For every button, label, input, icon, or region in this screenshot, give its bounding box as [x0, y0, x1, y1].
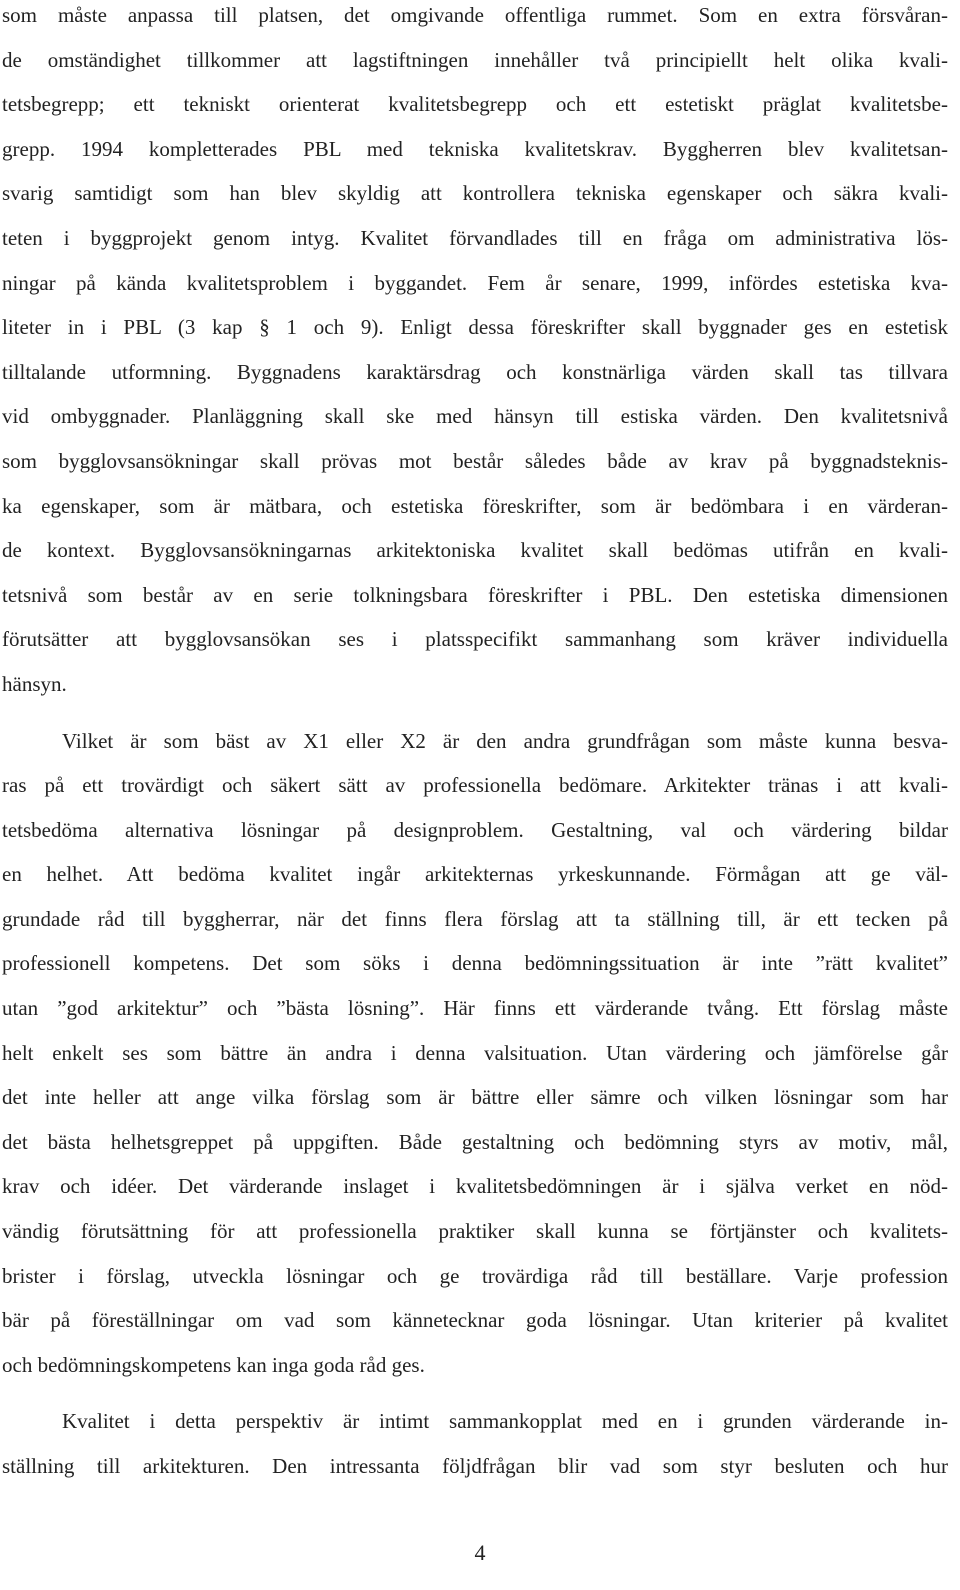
text-line: ras på ett trovärdigt och säkert sätt av professionella bedömare. Arkitekter tränas i att kvali- — [2, 773, 948, 798]
text-line: tetsbegrepp; ett tekniskt orienterat kvalitetsbegrepp och ett estetiskt präglat kvalitetsbe- — [2, 92, 948, 117]
text-line: ningar på kända kvalitetsproblem i byggandet. Fem år senare, 1999, infördes estetiska kva- — [2, 270, 948, 295]
text-line: grundade råd till byggherrar, när det finns flera förslag att ta ställning till, är ett tecken på — [2, 906, 948, 931]
text-line: vändig förutsättning för att professionella praktiker skall kunna se förtjänster och kvalitets- — [2, 1219, 948, 1244]
text-line: de omständighet tillkommer att lagstiftningen innehåller två principiellt helt olika kvali- — [2, 47, 948, 72]
text-line: teten i byggprojekt genom intyg. Kvalitet förvandlades till en fråga om administrativa lös- — [2, 225, 948, 250]
text-line: tetsnivå som består av en serie tolkningsbara föreskrifter i PBL. Den estetiska dimensionen — [2, 582, 948, 607]
paragraph — [2, 719, 948, 1388]
paragraph-gap — [2, 707, 948, 719]
page-number: 4 — [474, 1540, 486, 1565]
text-line: Kvalitet i detta perspektiv är intimt sammankopplat med en i grunden värderande in- — [62, 1409, 948, 1434]
text-line: ställning till arkitekturen. Den intressanta följdfrågan blir vad som styr besluten och hur — [2, 1454, 948, 1478]
text-line: tetsbedöma alternativa lösningar på designproblem. Gestaltning, val och värdering bildar — [2, 817, 948, 842]
paragraph — [2, 1399, 948, 1488]
text-line: hänsyn. — [2, 671, 67, 696]
text-line: det inte heller att ange vilka förslag som är bättre eller sämre och vilken lösningar som har — [2, 1085, 948, 1110]
text-line: bär på föreställningar om vad som kännetecknar goda lösningar. Utan kriterier på kvalitet — [2, 1308, 948, 1333]
text-line: liteter in i PBL (3 kap § 1 och 9). Enligt dessa föreskrifter skall byggnader ges en estetisk — [2, 315, 948, 340]
text-line: ka egenskaper, som är mätbara, och estetiska föreskrifter, som är bedömbara i en värderan- — [2, 493, 948, 518]
text-line: vid ombyggnader. Planläggning skall ske med hänsyn till estiska värden. Den kvalitetsnivå — [2, 404, 948, 429]
text-line: grepp. 1994 kompletterades PBL med tekniska kvalitetskrav. Byggherren blev kvalitetsan- — [2, 136, 948, 161]
text-line: helt enkelt ses som bättre än andra i denna valsituation. Utan värdering och jämförelse går — [2, 1040, 948, 1065]
text-line: en helhet. Att bedöma kvalitet ingår arkitekternas yrkeskunnande. Förmågan att ge väl- — [2, 862, 948, 887]
text-line: tilltalande utformning. Byggnadens karaktärsdrag och konstnärliga värden skall tas tillvara — [2, 359, 948, 384]
text-line: som bygglovsansökningar skall prövas mot består således både av krav på byggnadsteknis- — [2, 448, 948, 473]
text-line: utan ”god arkitektur” och ”bästa lösning”. Här finns ett värderande tvång. Ett förslag måste — [2, 996, 948, 1021]
text-line: de kontext. Bygglovsansökningarnas arkitektoniska kvalitet skall bedömas utifrån en kvali- — [2, 538, 948, 563]
text-line: Vilket är som bäst av X1 eller X2 är den andra grundfrågan som måste kunna besva- — [62, 728, 948, 753]
paragraph-gap — [2, 1387, 948, 1399]
text-line: det bästa helhetsgreppet på uppgiften. Både gestaltning och bedömning styrs av motiv, mål, — [2, 1129, 948, 1154]
text-line: brister i förslag, utveckla lösningar och ge trovärdiga råd till beställare. Varje profession — [2, 1263, 948, 1288]
text-line: som måste anpassa till platsen, det omgivande offentliga rummet. Som en extra försvåran- — [2, 3, 948, 27]
text-line: och bedömningskompetens kan inga goda råd ges. — [2, 1352, 425, 1377]
text-line: krav och idéer. Det värderande inslaget i kvalitetsbedömningen är i själva verket en nöd- — [2, 1174, 948, 1199]
text-line: svarig samtidigt som han blev skyldig att kontrollera tekniska egenskaper och säkra kvali- — [2, 181, 948, 206]
text-line: professionell kompetens. Det som söks i denna bedömningssituation är inte ”rätt kvalitet” — [2, 951, 948, 976]
paragraph — [2, 0, 948, 707]
body-text — [2, 0, 948, 1489]
text-line: förutsätter att bygglovsansökan ses i platsspecifikt sammanhang som kräver individuella — [2, 627, 948, 652]
